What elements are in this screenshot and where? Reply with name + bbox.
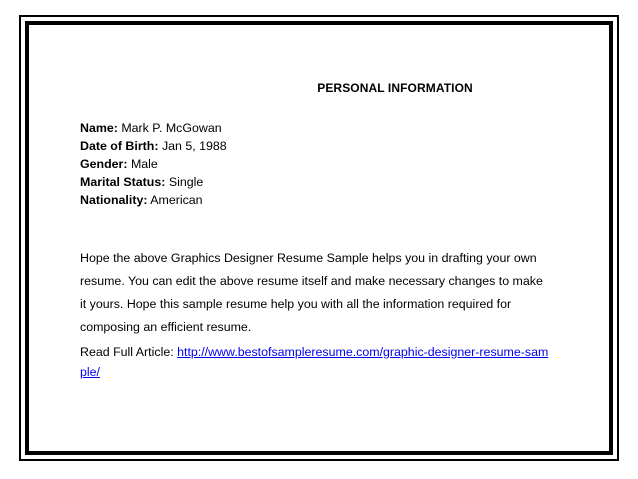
field-label: Date of Birth:	[80, 139, 159, 153]
field-value: Jan 5, 1988	[161, 139, 227, 153]
body-paragraph	[80, 247, 550, 339]
read-more	[80, 342, 550, 382]
section-heading: PERSONAL INFORMATION	[317, 81, 473, 95]
personal-info-list	[80, 119, 227, 209]
field-value: Single	[168, 175, 204, 189]
info-row-dob	[80, 137, 227, 155]
info-row-name	[80, 119, 227, 137]
field-value: Male	[130, 157, 158, 171]
info-row-marital-status	[80, 173, 227, 191]
article-link[interactable]: http://www.bestofsampleresume.com/graphic-designer-resume-sample/	[80, 345, 549, 379]
field-label: Nationality:	[80, 193, 148, 207]
read-more-label: Read Full Article:	[80, 345, 178, 359]
field-value: Mark P. McGowan	[121, 121, 222, 135]
paragraph-text: Hope the above Graphics Designer Resume Sample helps you in drafting your own resume. You can edit the above resume itself and make necessary changes to make it yours. Hope this sample resume help you with all the information required for composing an efficient resume.	[80, 251, 543, 334]
field-label: Name:	[80, 121, 118, 135]
field-value: American	[150, 193, 203, 207]
field-label: Gender:	[80, 157, 128, 171]
info-row-gender	[80, 155, 227, 173]
info-row-nationality	[80, 191, 227, 209]
field-label: Marital Status:	[80, 175, 166, 189]
